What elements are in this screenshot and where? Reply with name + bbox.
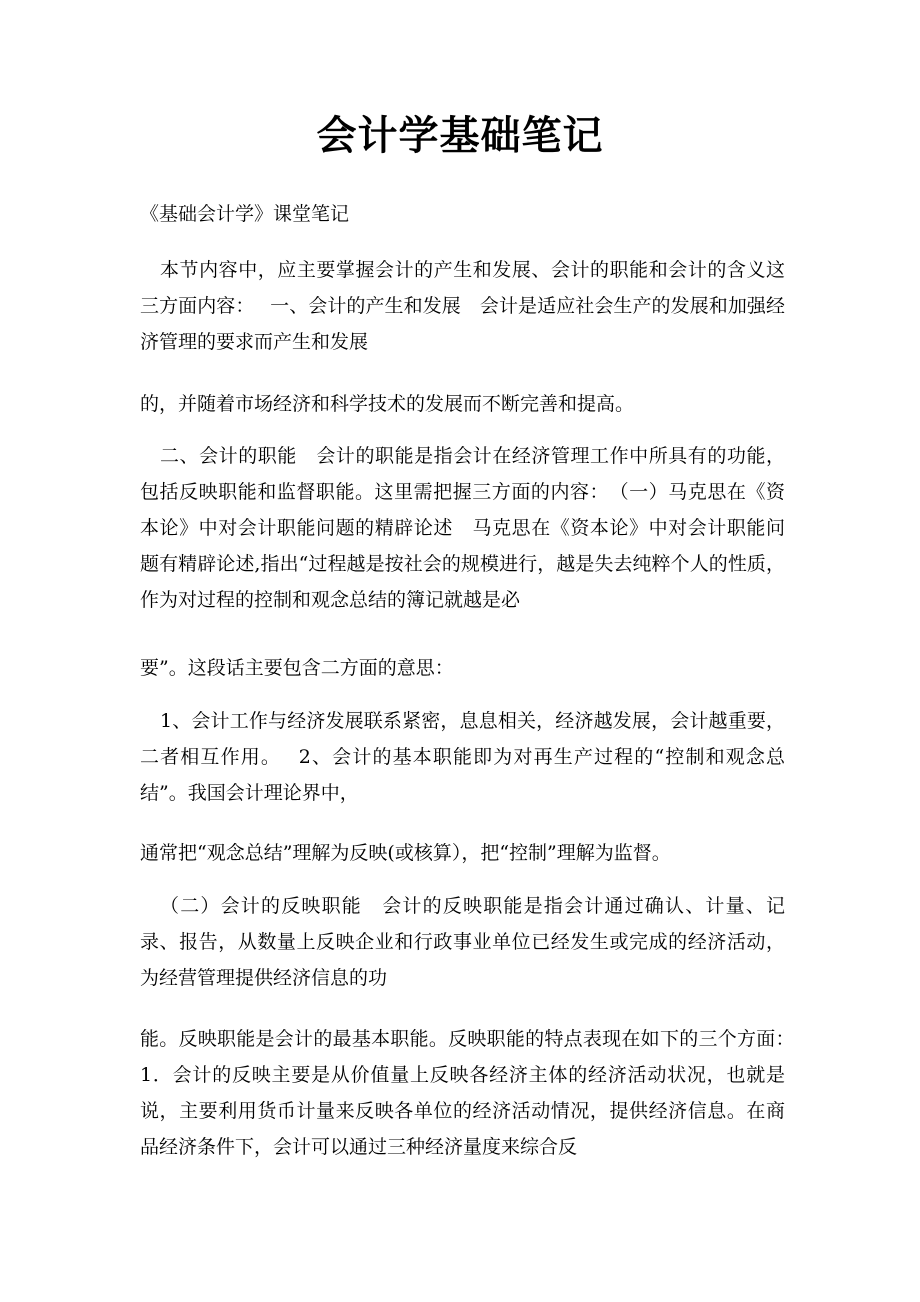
- paragraph-4: 要”。这段话主要包含二方面的意思：: [140, 657, 454, 679]
- paragraph-3: 二、会计的职能 会计的职能是指会计在经济管理工作中所具有的功能，包括反映职能和监督职能。这里需把握三方面的内容： （一）马克思在《资本论》中对会计职能问题的精辟论述 马克思在《资本论》中对会计职能问题有精辟论述,指出“过程越是按社会的规模进行，越是失去纯粹个人的性质，作为对过程的控制和观念总结的簿记就越是必: [140, 445, 785, 611]
- paragraph-5: 1、会计工作与经济发展联系紧密，息息相关，经济越发展，会计越重要，二者相互作用。 2、会计的基本职能即为对再生产过程的“控制和观念总结”。我国会计理论界中，: [140, 710, 785, 804]
- document-title: 会计学基础笔记: [316, 112, 604, 159]
- paragraph-1: 本节内容中，应主要掌握会计的产生和发展、会计的职能和会计的含义这三方面内容： 一、会计的产生和发展 会计是适应社会生产的发展和加强经济管理的要求而产生和发展: [140, 259, 785, 353]
- paragraph-7: （二）会计的反映职能 会计的反映职能是指会计通过确认、计量、记录、报告，从数量上反映企业和行政事业单位已经发生或完成的经济活动，为经营管理提供经济信息的功: [140, 895, 785, 989]
- document-subtitle: 《基础会计学》课堂笔记: [140, 203, 350, 225]
- paragraph-6: 通常把“观念总结”理解为反映(或核算），把“控制”理解为监督。: [140, 842, 671, 864]
- paragraph-8: 能。反映职能是会计的最基本职能。反映职能的特点表现在如下的三个方面： 1．会计的反映主要是从价值量上反映各经济主体的经济活动状况，也就是说，主要利用货币计量来反映各单位的经济活动情况，提供经济信息。在商品经济条件下，会计可以通过三种经济量度来综合反: [140, 1028, 824, 1158]
- paragraph-2: 的，并随着市场经济和科学技术的发展而不断完善和提高。: [140, 393, 635, 415]
